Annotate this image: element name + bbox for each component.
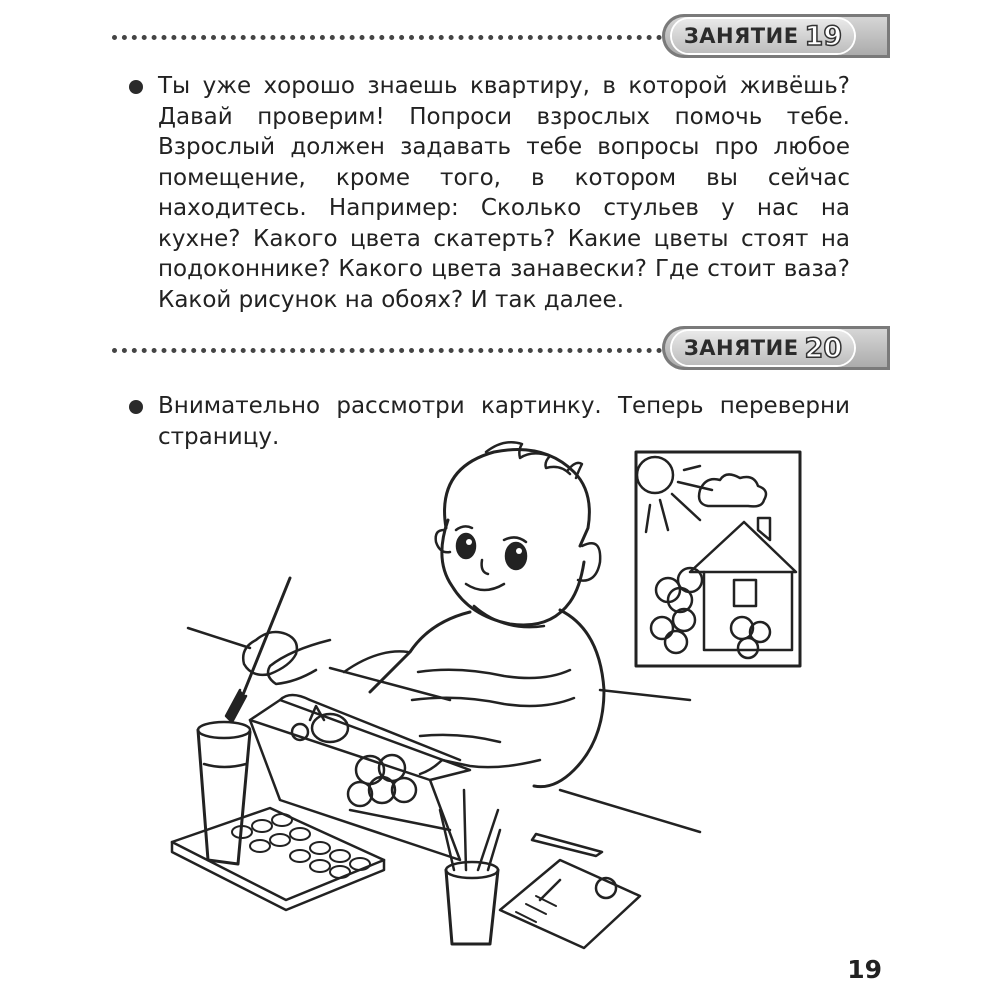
boy-painting-illustration xyxy=(160,440,840,960)
lesson-badge-20 xyxy=(662,326,890,370)
pencil-cup xyxy=(440,790,500,944)
badge-number: 19 xyxy=(804,20,843,52)
page-number: 19 xyxy=(847,955,882,984)
badge-label xyxy=(672,19,854,53)
badge-word: ЗАНЯТИЕ xyxy=(683,24,799,48)
bullet-dot xyxy=(129,400,143,414)
bullet-dot xyxy=(129,80,143,94)
child-drawing-sheet xyxy=(500,860,640,948)
table-edge xyxy=(188,628,700,832)
dotted-divider xyxy=(112,35,672,40)
badge-word: ЗАНЯТИЕ xyxy=(683,336,799,360)
dotted-divider xyxy=(112,348,672,353)
badge-label xyxy=(672,331,854,365)
boy-head xyxy=(436,442,601,625)
water-glass xyxy=(198,722,250,864)
lesson-19-text: Ты уже хорошо знаешь квартиру, в которой живёшь? Давай проверим! Попроси взрослых помочь тебе. Взрослый должен задавать тебе вопросы про любое помещение, кроме того, в котором вы сейчас находитесь. Например: Сколько стульев у нас на кухне? Какого цвета скатерть? Какие цветы стоят на подоконнике? Какого цвета занавески? Где стоит ваза? Какой рисунок на обоях? И так далее. xyxy=(158,73,850,313)
lesson-badge-19 xyxy=(662,14,890,58)
badge-number: 20 xyxy=(804,332,843,364)
wall-drawing xyxy=(636,452,800,666)
lesson-20-text: Внимательно рассмотри картинку. Теперь переверни страницу. xyxy=(158,393,850,450)
hand-with-brush xyxy=(226,578,297,722)
loose-pencil xyxy=(532,834,602,856)
